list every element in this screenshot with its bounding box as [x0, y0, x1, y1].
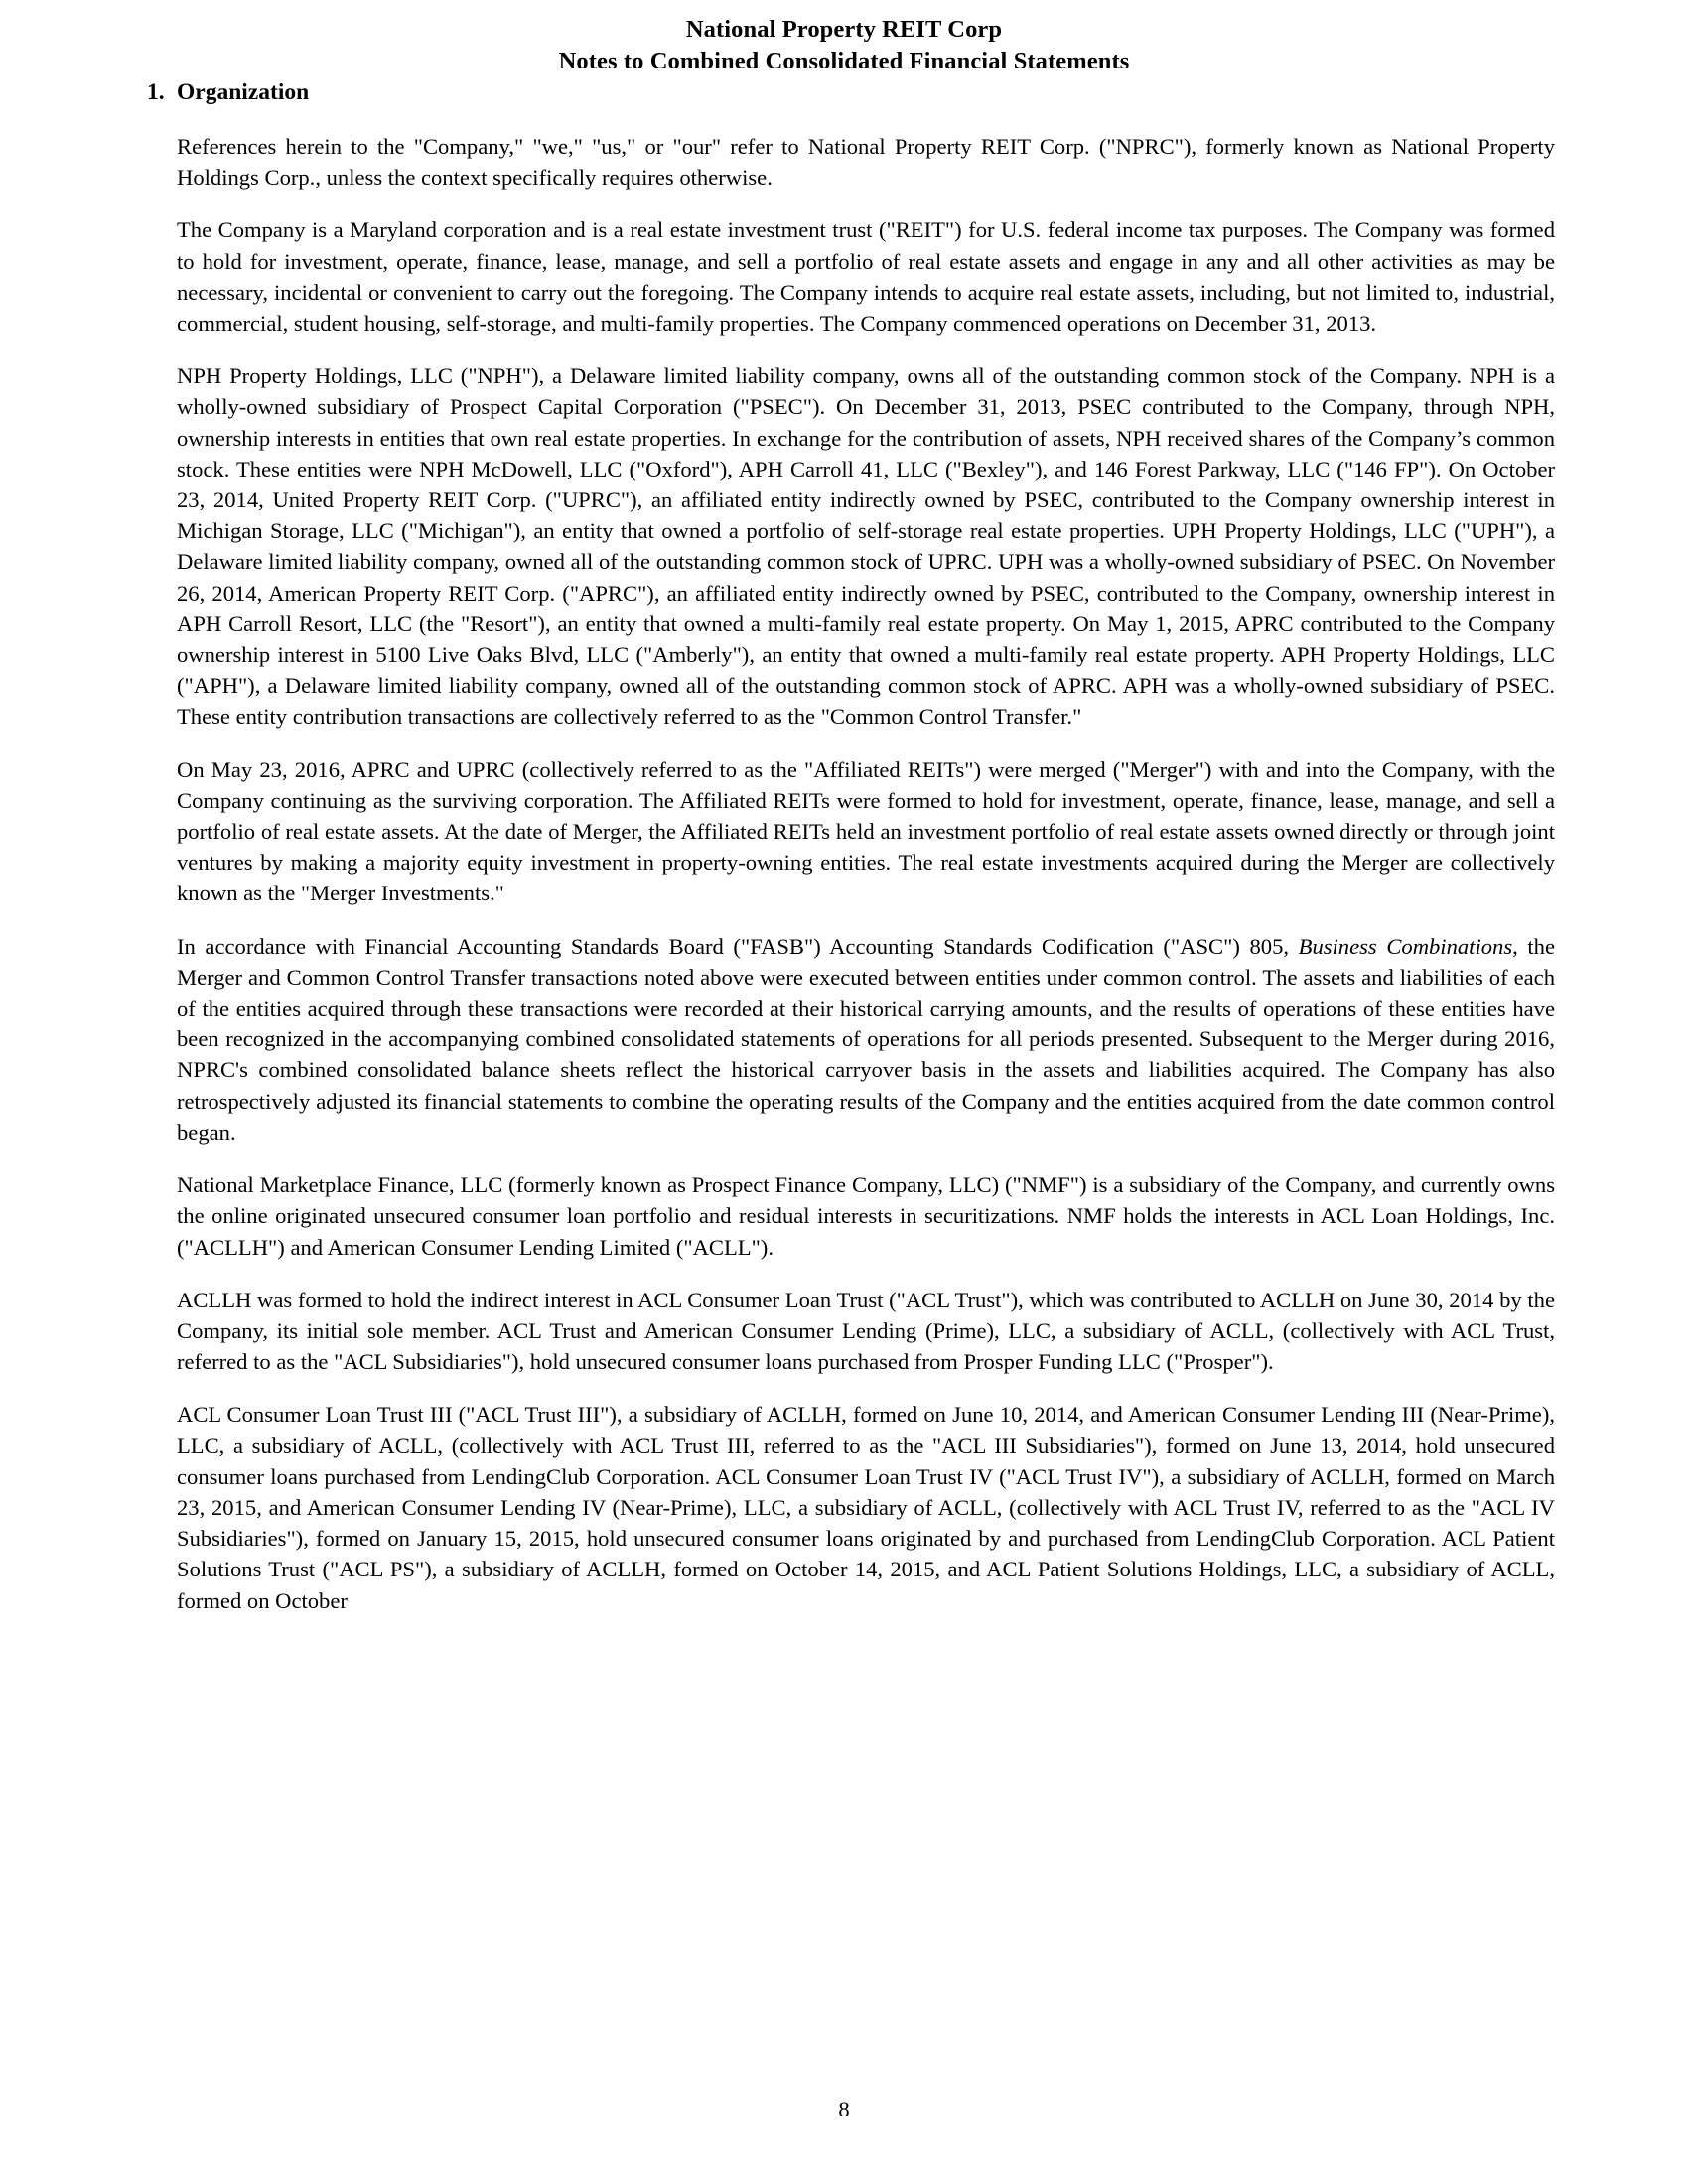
page-content	[147, 79, 1555, 1616]
paragraph-6: National Marketplace Finance, LLC (formerly known as Prospect Finance Company, LLC) ("NMF") is a subsidiary of the Company, and currently owns the online originated unsecured consumer loan portfolio and residual interests in securitizations. NMF holds the interests in ACL Loan Holdings, Inc. ("ACLLH") and American Consumer Lending Limited ("ACLL").	[177, 1172, 1555, 1260]
section-title: Organization	[177, 79, 310, 105]
document-header	[0, 14, 1688, 77]
paragraph-2: The Company is a Maryland corporation and is a real estate investment trust ("REIT") for U.S. federal income tax purposes. The Company was formed to hold for investment, operate, finance, lease, manage, and sell a portfolio of real estate assets and engage in any and all other activities as may be necessary, incidental or convenient to carry out the foregoing. The Company intends to acquire real estate assets, including, but not limited to, industrial, commercial, student housing, self-storage, and multi-family properties. The Company commenced operations on December 31, 2013.	[177, 217, 1555, 337]
text-run: , the Merger and Common Control Transfer transactions noted above were executed between entities under common control. The assets and liabilities of each of the entities acquired through these transactions were recorded at their historical carrying amounts, and the results of operations of these entities have been recognized in the accompanying combined consolidated statements of operations for all periods presented. Subsequent to the Merger during 2016, NPRC's combined consolidated balance sheets reflect the historical carryover basis in the assets and liabilities acquired. The Company has also retrospectively adjusted its financial statements to combine the operating results of the Company and the entities acquired from the date common control began.	[177, 933, 1555, 1145]
paragraph-1: References herein to the "Company," "we," "us," or "our" refer to National Property REIT Corp. ("NPRC"), formerly known as National Property Holdings Corp., unless the context specifically requires otherwise.	[177, 134, 1555, 191]
section-body	[177, 131, 1555, 1616]
section-heading	[147, 79, 1555, 109]
company-name: National Property REIT Corp	[685, 16, 1003, 43]
paragraph-3: NPH Property Holdings, LLC ("NPH"), a Delaware limited liability company, owns all of the outstanding common stock of the Company. NPH is a wholly-owned subsidiary of Prospect Capital Corporation ("PSEC"). On December 31, 2013, PSEC contributed to the Company, through NPH, ownership interests in entities that own real estate properties. In exchange for the contribution of assets, NPH received shares of the Company’s common stock. These entities were NPH McDowell, LLC ("Oxford"), APH Carroll 41, LLC ("Bexley"), and 146 Forest Parkway, LLC ("146 FP"). On October 23, 2014, United Property REIT Corp. ("UPRC"), an affiliated entity indirectly owned by PSEC, contributed to the Company ownership interest in Michigan Storage, LLC ("Michigan"), an entity that owned a portfolio of self-storage real estate properties. UPH Property Holdings, LLC ("UPH"), a Delaware limited liability company, owned all of the outstanding common stock of UPRC. UPH was a wholly-owned subsidiary of PSEC. On November 26, 2014, American Property REIT Corp. ("APRC"), an affiliated entity indirectly owned by PSEC, contributed to the Company, ownership interest in APH Carroll Resort, LLC (the "Resort"), an entity that owned a multi-family real estate property. On May 1, 2015, APRC contributed to the Company ownership interest in 5100 Live Oaks Blvd, LLC ("Amberly"), an entity that owned a multi-family real estate property. APH Property Holdings, LLC ("APH"), a Delaware limited liability company, owned all of the outstanding common stock of APRC. APH was a wholly-owned subsidiary of PSEC. These entity contribution transactions are collectively referred to as the "Common Control Transfer."	[177, 363, 1555, 730]
section-number: 1.	[147, 79, 165, 105]
paragraph-8: ACL Consumer Loan Trust III ("ACL Trust III"), a subsidiary of ACLLH, formed on June 10, 2014, and American Consumer Lending III (Near-Prime), LLC, a subsidiary of ACLL, (collectively with ACL Trust III, referred to as the "ACL III Subsidiaries"), formed on June 13, 2014, hold unsecured consumer loans purchased from LendingClub Corporation. ACL Consumer Loan Trust IV ("ACL Trust IV"), a subsidiary of ACLLH, formed on March 23, 2015, and American Consumer Lending IV (Near-Prime), LLC, a subsidiary of ACLL, (collectively with ACL Trust IV, referred to as the "ACL IV Subsidiaries"), formed on January 15, 2015, hold unsecured consumer loans originated by and purchased from LendingClub Corporation. ACL Patient Solutions Trust ("ACL PS"), a subsidiary of ACLLH, formed on October 14, 2015, and ACL Patient Solutions Holdings, LLC, a subsidiary of ACLL, formed on October	[177, 1402, 1555, 1613]
paragraph-7: ACLLH was formed to hold the indirect interest in ACL Consumer Loan Trust ("ACL Trust"), which was contributed to ACLLH on June 30, 2014 by the Company, its initial sole member. ACL Trust and American Consumer Lending (Prime), LLC, a subsidiary of ACLL, (collectively with ACL Trust, referred to as the "ACL Subsidiaries"), hold unsecured consumer loans purchased from Prosper Funding LLC ("Prosper").	[177, 1287, 1555, 1375]
text-run: In accordance with Financial Accounting Standards Board ("FASB") Accounting Standards Codification ("ASC") 805,	[177, 933, 1299, 959]
paragraph-5	[177, 931, 1555, 1148]
page-number: 8	[838, 2097, 850, 2121]
italic-title: Business Combinations	[1298, 933, 1513, 959]
paragraph-4: On May 23, 2016, APRC and UPRC (collectively referred to as the "Affiliated REITs") were merged ("Merger") with and into the Company, with the Company continuing as the surviving corporation. The Affiliated REITs were formed to hold for investment, operate, finance, lease, manage, and sell a portfolio of real estate assets. At the date of Merger, the Affiliated REITs held an investment portfolio of real estate assets owned directly or through joint ventures by making a majority equity investment in property-owning entities. The real estate investments acquired during the Merger are collectively known as the "Merger Investments."	[177, 756, 1555, 906]
document-subtitle: Notes to Combined Consolidated Financial Statements	[558, 48, 1130, 74]
